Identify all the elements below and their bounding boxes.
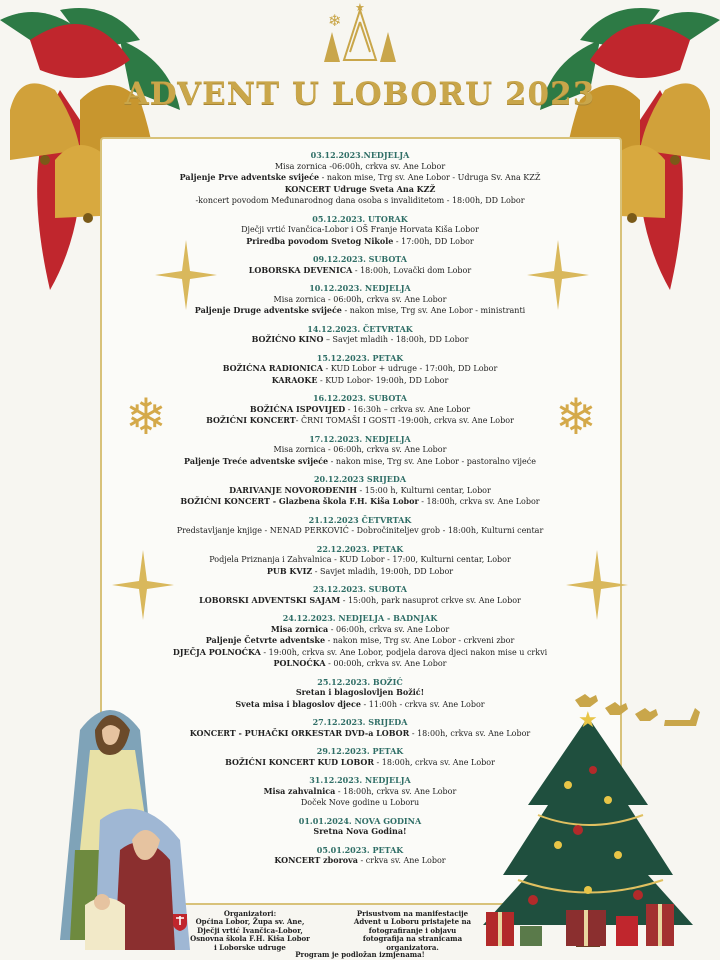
event-detail: - nakon mise, Trg sv. Ane Lobor - crkveni zbor: [325, 636, 515, 645]
event-highlight: Sretan i blagoslovljen Božić!: [295, 687, 425, 697]
event-date: 20.12.2023 SRIJEDA: [313, 474, 407, 484]
event-date: 01.01.2024. NOVA GODINA: [298, 815, 422, 826]
event-highlight: KONCERT zborova: [274, 855, 358, 865]
event-date: 16.12.2023. SUBOTA: [312, 393, 408, 403]
event-date: 25.12.2023. BOŽIĆ: [317, 676, 403, 687]
event-day: [110, 283, 610, 317]
event-detail: - 17:00h, DD Lobor: [393, 236, 474, 246]
event-line: [110, 624, 610, 636]
event-line: [110, 444, 610, 456]
event-date: 23.12.2023. SUBOTA: [312, 584, 408, 594]
photo-consent-text: Prisustvom na manifestacije Advent u Loboru pristajete na fotografiranje i objavu fotografija na stranicama organizatora.: [353, 909, 472, 952]
event-date: 15.12.2023. PETAK: [316, 352, 404, 363]
event-highlight: LOBORSKA DEVENICA: [248, 264, 353, 275]
event-day: [110, 214, 610, 248]
event-day: [110, 584, 610, 606]
event-detail: Misa zornica - 06:00h, crkva sv. Ane Lobor: [273, 445, 447, 454]
event-detail: - 16:30h – crkva sv. Ane Lobor: [345, 404, 471, 414]
event-line: [110, 496, 610, 508]
event-line: [110, 566, 610, 578]
coat-of-arms-icon: [173, 914, 187, 931]
event-highlight: PUB KVIZ: [266, 565, 313, 576]
event-detail: Dječji vrtić Ivančica-Lobor i OŠ Franje Horvata Kiša Lobor: [241, 225, 479, 234]
event-line: [110, 334, 610, 346]
event-highlight: DJEČJA POLNOĆKA: [172, 646, 261, 657]
event-detail: - nakon mise, Trg sv. Ane Lobor - pastoralno vijeće: [328, 456, 536, 466]
event-line: [110, 375, 610, 387]
event-line: [110, 415, 610, 427]
event-detail: Podjela Priznanja i Zahvalnica - KUD Lobor - 17:00, Kulturni centar, Lobor: [209, 555, 511, 564]
svg-text:★: ★: [355, 2, 365, 14]
organizers-block: [190, 910, 310, 952]
event-highlight: BOŽIĆNO KINO: [251, 334, 324, 344]
event-date: 10.12.2023. NEDJELJA: [309, 283, 411, 293]
event-line: [110, 404, 610, 416]
event-highlight: LOBORSKI ADVENTSKI SAJAM: [199, 594, 341, 605]
event-detail: – Savjet mladih - 18:00h, DD Lobor: [323, 335, 469, 344]
event-line: [110, 265, 610, 277]
svg-text:❄: ❄: [328, 11, 342, 30]
event-detail: -koncert povodom Međunarodnog dana osoba s invaliditetom - 18:00h, DD Lobor: [195, 196, 525, 205]
event-detail: - KUD Lobor + udruge - 17:00h, DD Lobor: [322, 364, 498, 373]
event-line: [110, 172, 610, 184]
event-line: [110, 456, 610, 468]
event-highlight: Paljenje Četvrte adventske: [205, 635, 326, 645]
event-detail: Predstavljanje knjige - NENAD PERKOVIĆ - Dobročiniteljev grob - 18:00h, Kulturni centar: [176, 526, 544, 535]
organizers-text: Općina Lobor, Župa sv. Ane, Dječji vrtić Ivančica-Lobor, Osnovna škola F.H. Kiša Lobor i Loborske udruge: [190, 917, 310, 952]
event-highlight: Paljenje Treće adventske svijeće: [184, 455, 329, 466]
event-day: [110, 434, 610, 468]
event-day: [110, 150, 610, 207]
svg-text:★: ★: [578, 708, 598, 733]
event-date: 17.12.2023. NEDJELJA: [309, 433, 411, 444]
event-detail: - 15:00 h, Kulturni centar, Lobor: [356, 485, 491, 495]
event-detail: - 18:00h, crkva sv. Ane Lobor: [409, 728, 531, 738]
event-detail: - ČRNI TOMAŠI I GOSTI -19:00h, crkva sv. Ane Lobor: [295, 416, 514, 425]
event-highlight: KONCERT - PUHAČKI ORKESTAR DVD-a LOBOR: [189, 727, 410, 738]
tree-logo-icon: [318, 2, 402, 72]
event-highlight: BOŽIĆNA RADIONICA: [222, 363, 323, 373]
event-date: 03.12.2023.NEDJELJA: [310, 150, 410, 160]
page-title: ADVENT U LOBORU 2023: [124, 76, 596, 112]
event-line: [110, 554, 610, 566]
event-detail: - 19:00h, crkva sv. Ane Lobor, podjela darova djeci nakon mise u crkvi: [260, 647, 548, 657]
event-highlight: KARAOKE: [271, 374, 318, 385]
event-day: [110, 515, 610, 537]
event-day: [110, 254, 610, 276]
event-detail: - KUD Lobor- 19:00h, DD Lobor: [317, 375, 449, 385]
event-detail: - 18:00h, crkva sv. Ane Lobor: [373, 757, 495, 767]
event-detail: - 18:00h, crkva sv. Ane Lobor: [418, 497, 540, 506]
event-highlight: BOŽIĆNI KONCERT KUD LOBOR: [225, 756, 374, 767]
event-line: [110, 647, 610, 659]
event-date: 22.12.2023. PETAK: [316, 543, 404, 554]
event-date: 05.12.2023. UTORAK: [312, 213, 408, 224]
event-line: [110, 294, 610, 306]
event-line: [110, 305, 610, 317]
organizers-heading: Organizatori:: [223, 909, 277, 918]
event-line: [110, 195, 610, 207]
event-detail: - 15:00h, park nasuprot crkve sv. Ane Lobor: [340, 595, 521, 605]
event-highlight: Sretna Nova Godina!: [313, 826, 407, 836]
event-highlight: Paljenje Druge adventske svijeće: [194, 305, 342, 315]
event-highlight: Priredba povodom Svetog Nikole: [246, 235, 394, 246]
event-day: [110, 613, 610, 670]
event-highlight: Misa zornica: [270, 623, 329, 634]
event-highlight: BOŽIĆNI KONCERT - Glazbena škola F.H. Kiša Lobor: [180, 496, 419, 506]
event-highlight: POLNOĆKA: [273, 658, 326, 668]
event-line: [110, 224, 610, 236]
event-detail: - 11:00h - crkva sv. Ane Lobor: [360, 699, 485, 709]
event-highlight: KONCERT Udruge Sveta Ana KZŽ: [284, 183, 436, 194]
event-line: [110, 161, 610, 173]
event-date: 29.12.2023. PETAK: [316, 746, 404, 756]
event-date: 21.12.2023 ČETVRTAK: [308, 514, 412, 525]
event-day: [110, 474, 610, 508]
event-line: [110, 658, 610, 670]
event-date: 24.12.2023. NEDJELJA - BADNJAK: [282, 613, 438, 623]
event-highlight: Misa zahvalnica: [263, 785, 336, 796]
event-detail: - nakon mise, Trg sv. Ane Lobor - ministranti: [341, 306, 526, 315]
event-day: [110, 324, 610, 346]
event-detail: Misa zornica - 06:00h, crkva sv. Ane Lobor: [273, 294, 447, 304]
event-date: 05.01.2023. PETAK: [316, 844, 404, 855]
snowflake-icon: ❄: [125, 388, 167, 446]
event-line: [110, 525, 610, 537]
event-detail: - crkva sv. Ane Lobor: [357, 856, 446, 865]
event-day: [110, 353, 610, 387]
event-highlight: Paljenje Prve adventske svijeće: [179, 172, 320, 182]
event-line: [110, 363, 610, 375]
event-date: 31.12.2023. NEDJELJA: [309, 775, 411, 785]
event-detail: - 18:00h, Lovački dom Lobor: [352, 265, 472, 275]
event-highlight: DARIVANJE NOVOROĐENIH: [229, 484, 357, 495]
event-line: [110, 236, 610, 248]
event-line: [110, 485, 610, 497]
event-date: 27.12.2023. SRIJEDA: [312, 717, 408, 727]
event-highlight: Sveta misa i blagoslov djece: [235, 698, 361, 709]
event-detail: - Savjet mladih, 19:00h, DD Lobor: [312, 566, 454, 576]
snowflake-icon: ❄: [555, 388, 597, 446]
program-disclaimer: Program je podložan izmjenama!: [295, 950, 425, 959]
event-detail: - 18:00h, crkva sv. Ane Lobor: [335, 786, 457, 796]
event-detail: - nakon mise, Trg sv. Ane Lobor - Udruga Sv. Ana KZŽ: [319, 173, 541, 182]
event-date: 14.12.2023. ČETVRTAK: [307, 323, 413, 334]
event-detail: Doček Nove godine u Loboru: [300, 798, 420, 807]
event-date: 09.12.2023. SUBOTA: [312, 254, 408, 264]
event-highlight: BOŽIĆNA ISPOVIJED: [249, 403, 346, 414]
event-detail: - 06:00h, crkva sv. Ane Lobor: [328, 624, 450, 634]
event-line: [110, 184, 610, 196]
event-detail: Misa zornica -06:00h, crkva sv. Ane Lobor: [274, 161, 446, 171]
event-highlight: BOŽIĆNI KONCERT: [206, 415, 296, 425]
event-day: [110, 544, 610, 578]
event-day: [110, 393, 610, 427]
event-detail: - 00:00h, crkva sv. Ane Lobor: [325, 659, 447, 668]
event-line: [110, 595, 610, 607]
event-line: [110, 635, 610, 647]
